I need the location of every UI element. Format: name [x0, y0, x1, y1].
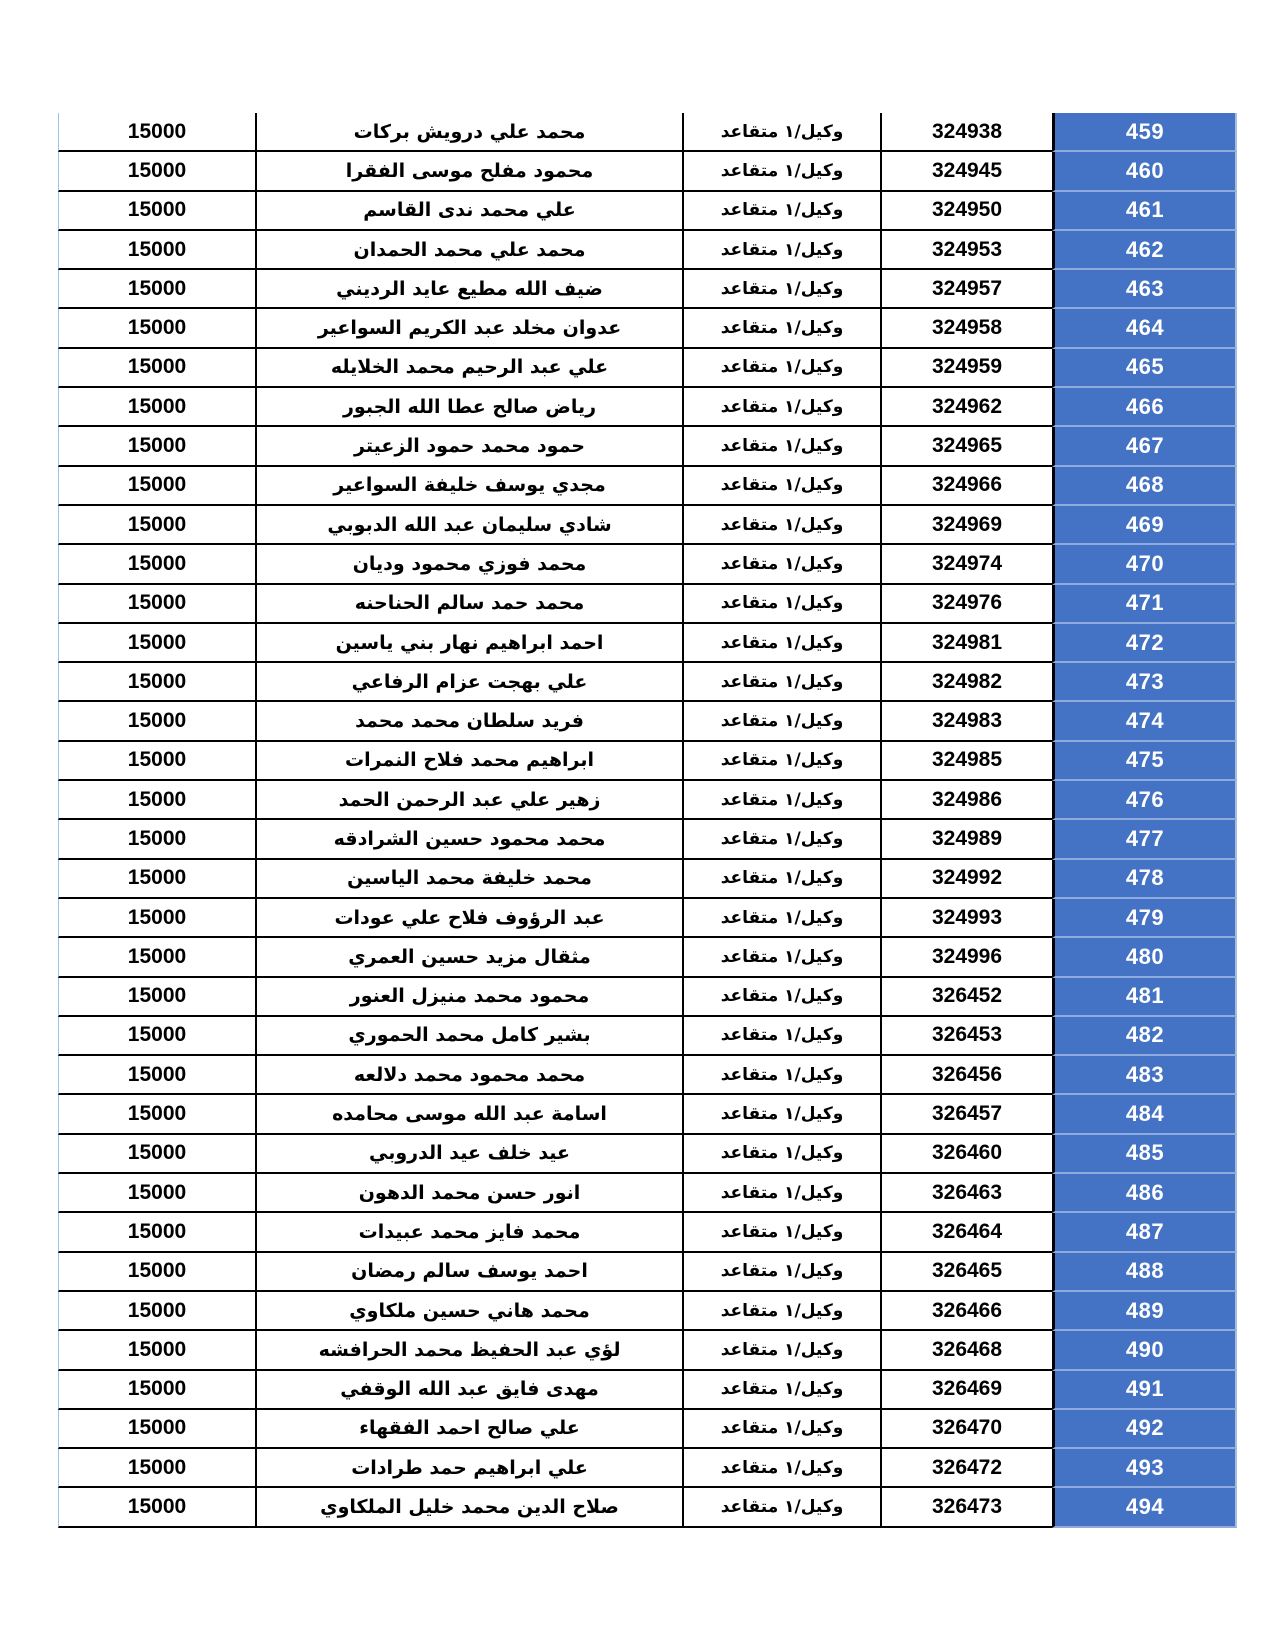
full-name-cell: محمد فوزي محمود وديان [255, 545, 682, 584]
row-number-cell: 470 [1052, 545, 1237, 584]
amount-cell: 15000 [58, 1056, 255, 1095]
full-name-cell: عبد الرؤوف فلاح علي عودات [255, 899, 682, 938]
amount-cell: 15000 [58, 781, 255, 820]
rank-cell: وكيل/١ متقاعد [682, 899, 880, 938]
rank-cell: وكيل/١ متقاعد [682, 1410, 880, 1449]
rank-cell: وكيل/١ متقاعد [682, 1331, 880, 1370]
rank-cell: وكيل/١ متقاعد [682, 1488, 880, 1527]
full-name-cell: مهدى فايق عبد الله الوقفي [255, 1371, 682, 1410]
row-number-cell: 465 [1052, 349, 1237, 388]
rank-cell: وكيل/١ متقاعد [682, 1017, 880, 1056]
amount-cell: 15000 [58, 152, 255, 191]
row-number-cell: 467 [1052, 427, 1237, 466]
amount-cell: 15000 [58, 231, 255, 270]
amount-cell: 15000 [58, 860, 255, 899]
rank-cell: وكيل/١ متقاعد [682, 545, 880, 584]
rank-cell: وكيل/١ متقاعد [682, 113, 880, 152]
row-number-cell: 487 [1052, 1213, 1237, 1252]
rank-cell: وكيل/١ متقاعد [682, 742, 880, 781]
full-name-cell: مجدي يوسف خليفة السواعير [255, 467, 682, 506]
service-number-cell: 324969 [880, 506, 1052, 545]
full-name-cell: انور حسن محمد الدهون [255, 1174, 682, 1213]
amount-cell: 15000 [58, 1213, 255, 1252]
amount-cell: 15000 [58, 1292, 255, 1331]
rank-cell: وكيل/١ متقاعد [682, 506, 880, 545]
row-number-cell: 472 [1052, 624, 1237, 663]
amount-cell: 15000 [58, 938, 255, 977]
row-number-cell: 462 [1052, 231, 1237, 270]
full-name-cell: عدوان مخلد عبد الكريم السواعير [255, 309, 682, 348]
service-number-cell: 326473 [880, 1488, 1052, 1527]
full-name-cell: علي محمد ندى القاسم [255, 192, 682, 231]
service-number-cell: 324986 [880, 781, 1052, 820]
rank-cell: وكيل/١ متقاعد [682, 152, 880, 191]
amount-cell: 15000 [58, 702, 255, 741]
service-number-cell: 324976 [880, 585, 1052, 624]
amount-cell: 15000 [58, 113, 255, 152]
full-name-cell: علي صالح احمد الفقهاء [255, 1410, 682, 1449]
service-number-cell: 326469 [880, 1371, 1052, 1410]
full-name-cell: رياض صالح عطا الله الجبور [255, 388, 682, 427]
full-name-cell: محمد علي درويش بركات [255, 113, 682, 152]
row-number-cell: 463 [1052, 270, 1237, 309]
service-number-cell: 326456 [880, 1056, 1052, 1095]
service-number-cell: 324981 [880, 624, 1052, 663]
row-number-cell: 468 [1052, 467, 1237, 506]
full-name-cell: ابراهيم محمد فلاح النمرات [255, 742, 682, 781]
full-name-cell: احمد يوسف سالم رمضان [255, 1253, 682, 1292]
row-number-cell: 480 [1052, 938, 1237, 977]
service-number-cell: 324950 [880, 192, 1052, 231]
rank-cell: وكيل/١ متقاعد [682, 978, 880, 1017]
full-name-cell: علي عبد الرحيم محمد الخلايله [255, 349, 682, 388]
amount-cell: 15000 [58, 820, 255, 859]
service-number-cell: 324996 [880, 938, 1052, 977]
row-number-cell: 482 [1052, 1017, 1237, 1056]
rank-cell: وكيل/١ متقاعد [682, 702, 880, 741]
rank-cell: وكيل/١ متقاعد [682, 1371, 880, 1410]
row-number-cell: 461 [1052, 192, 1237, 231]
amount-cell: 15000 [58, 742, 255, 781]
full-name-cell: لؤي عبد الحفيظ محمد الحرافشه [255, 1331, 682, 1370]
amount-cell: 15000 [58, 585, 255, 624]
row-number-cell: 475 [1052, 742, 1237, 781]
amount-cell: 15000 [58, 545, 255, 584]
full-name-cell: محمد هاني حسين ملكاوي [255, 1292, 682, 1331]
amount-cell: 15000 [58, 309, 255, 348]
rank-cell: وكيل/١ متقاعد [682, 309, 880, 348]
amount-cell: 15000 [58, 1410, 255, 1449]
rank-cell: وكيل/١ متقاعد [682, 1253, 880, 1292]
service-number-cell: 326460 [880, 1135, 1052, 1174]
rank-cell: وكيل/١ متقاعد [682, 860, 880, 899]
row-number-cell: 483 [1052, 1056, 1237, 1095]
row-number-cell: 486 [1052, 1174, 1237, 1213]
row-number-cell: 474 [1052, 702, 1237, 741]
amount-cell: 15000 [58, 1331, 255, 1370]
service-number-cell: 324962 [880, 388, 1052, 427]
row-number-cell: 488 [1052, 1253, 1237, 1292]
full-name-cell: محمد فايز محمد عبيدات [255, 1213, 682, 1252]
rank-cell: وكيل/١ متقاعد [682, 1056, 880, 1095]
rank-cell: وكيل/١ متقاعد [682, 663, 880, 702]
amount-cell: 15000 [58, 1095, 255, 1134]
service-number-cell: 324953 [880, 231, 1052, 270]
amount-cell: 15000 [58, 1174, 255, 1213]
full-name-cell: محمد علي محمد الحمدان [255, 231, 682, 270]
full-name-cell: بشير كامل محمد الحموري [255, 1017, 682, 1056]
full-name-cell: علي ابراهيم حمد طرادات [255, 1449, 682, 1488]
amount-cell: 15000 [58, 349, 255, 388]
rank-cell: وكيل/١ متقاعد [682, 1449, 880, 1488]
retirees-table [58, 113, 1237, 1528]
rank-cell: وكيل/١ متقاعد [682, 467, 880, 506]
service-number-cell: 326452 [880, 978, 1052, 1017]
row-number-cell: 479 [1052, 899, 1237, 938]
amount-cell: 15000 [58, 624, 255, 663]
rank-cell: وكيل/١ متقاعد [682, 820, 880, 859]
amount-cell: 15000 [58, 899, 255, 938]
service-number-cell: 324974 [880, 545, 1052, 584]
row-number-cell: 464 [1052, 309, 1237, 348]
row-number-cell: 491 [1052, 1371, 1237, 1410]
rank-cell: وكيل/١ متقاعد [682, 349, 880, 388]
full-name-cell: زهير علي عبد الرحمن الحمد [255, 781, 682, 820]
full-name-cell: عيد خلف عيد الدروبي [255, 1135, 682, 1174]
service-number-cell: 324982 [880, 663, 1052, 702]
row-number-cell: 469 [1052, 506, 1237, 545]
row-number-cell: 490 [1052, 1331, 1237, 1370]
rank-cell: وكيل/١ متقاعد [682, 624, 880, 663]
row-number-cell: 489 [1052, 1292, 1237, 1331]
service-number-cell: 324966 [880, 467, 1052, 506]
full-name-cell: ضيف الله مطيع عايد الرديني [255, 270, 682, 309]
amount-cell: 15000 [58, 1017, 255, 1056]
service-number-cell: 326465 [880, 1253, 1052, 1292]
amount-cell: 15000 [58, 192, 255, 231]
row-number-cell: 473 [1052, 663, 1237, 702]
service-number-cell: 324985 [880, 742, 1052, 781]
row-number-cell: 485 [1052, 1135, 1237, 1174]
rank-cell: وكيل/١ متقاعد [682, 270, 880, 309]
full-name-cell: محمد محمود حسين الشرادقه [255, 820, 682, 859]
full-name-cell: شادي سليمان عبد الله الدبوبي [255, 506, 682, 545]
rank-cell: وكيل/١ متقاعد [682, 585, 880, 624]
row-number-cell: 478 [1052, 860, 1237, 899]
row-number-cell: 493 [1052, 1449, 1237, 1488]
service-number-cell: 326468 [880, 1331, 1052, 1370]
service-number-cell: 326470 [880, 1410, 1052, 1449]
full-name-cell: صلاح الدين محمد خليل الملكاوي [255, 1488, 682, 1527]
service-number-cell: 324992 [880, 860, 1052, 899]
amount-cell: 15000 [58, 1449, 255, 1488]
service-number-cell: 326466 [880, 1292, 1052, 1331]
rank-cell: وكيل/١ متقاعد [682, 192, 880, 231]
service-number-cell: 326463 [880, 1174, 1052, 1213]
amount-cell: 15000 [58, 1371, 255, 1410]
row-number-cell: 476 [1052, 781, 1237, 820]
row-number-cell: 459 [1052, 113, 1237, 152]
rank-cell: وكيل/١ متقاعد [682, 1135, 880, 1174]
rank-cell: وكيل/١ متقاعد [682, 231, 880, 270]
full-name-cell: فريد سلطان محمد محمد [255, 702, 682, 741]
full-name-cell: محمد خليفة محمد الياسين [255, 860, 682, 899]
full-name-cell: محمود محمد منيزل العنور [255, 978, 682, 1017]
full-name-cell: محمود مفلح موسى الفقرا [255, 152, 682, 191]
full-name-cell: محمد حمد سالم الحناحنه [255, 585, 682, 624]
service-number-cell: 324965 [880, 427, 1052, 466]
amount-cell: 15000 [58, 1253, 255, 1292]
full-name-cell: علي بهجت عزام الرفاعي [255, 663, 682, 702]
rank-cell: وكيل/١ متقاعد [682, 1292, 880, 1331]
full-name-cell: اسامة عبد الله موسى محامده [255, 1095, 682, 1134]
rank-cell: وكيل/١ متقاعد [682, 1213, 880, 1252]
service-number-cell: 324959 [880, 349, 1052, 388]
service-number-cell: 326457 [880, 1095, 1052, 1134]
amount-cell: 15000 [58, 270, 255, 309]
row-number-cell: 494 [1052, 1488, 1237, 1527]
row-number-cell: 471 [1052, 585, 1237, 624]
amount-cell: 15000 [58, 1488, 255, 1527]
rank-cell: وكيل/١ متقاعد [682, 427, 880, 466]
service-number-cell: 324993 [880, 899, 1052, 938]
service-number-cell: 324945 [880, 152, 1052, 191]
amount-cell: 15000 [58, 506, 255, 545]
amount-cell: 15000 [58, 427, 255, 466]
rank-cell: وكيل/١ متقاعد [682, 781, 880, 820]
row-number-cell: 466 [1052, 388, 1237, 427]
amount-cell: 15000 [58, 1135, 255, 1174]
amount-cell: 15000 [58, 388, 255, 427]
service-number-cell: 326472 [880, 1449, 1052, 1488]
rank-cell: وكيل/١ متقاعد [682, 388, 880, 427]
row-number-cell: 484 [1052, 1095, 1237, 1134]
row-number-cell: 460 [1052, 152, 1237, 191]
service-number-cell: 324989 [880, 820, 1052, 859]
service-number-cell: 326464 [880, 1213, 1052, 1252]
row-number-cell: 492 [1052, 1410, 1237, 1449]
full-name-cell: حمود محمد حمود الزعيتر [255, 427, 682, 466]
rank-cell: وكيل/١ متقاعد [682, 938, 880, 977]
full-name-cell: محمد محمود محمد دلالعه [255, 1056, 682, 1095]
service-number-cell: 324983 [880, 702, 1052, 741]
amount-cell: 15000 [58, 978, 255, 1017]
full-name-cell: مثقال مزيد حسين العمري [255, 938, 682, 977]
service-number-cell: 324957 [880, 270, 1052, 309]
full-name-cell: احمد ابراهيم نهار بني ياسين [255, 624, 682, 663]
row-number-cell: 477 [1052, 820, 1237, 859]
amount-cell: 15000 [58, 467, 255, 506]
service-number-cell: 326453 [880, 1017, 1052, 1056]
amount-cell: 15000 [58, 663, 255, 702]
rank-cell: وكيل/١ متقاعد [682, 1095, 880, 1134]
service-number-cell: 324958 [880, 309, 1052, 348]
row-number-cell: 481 [1052, 978, 1237, 1017]
service-number-cell: 324938 [880, 113, 1052, 152]
rank-cell: وكيل/١ متقاعد [682, 1174, 880, 1213]
